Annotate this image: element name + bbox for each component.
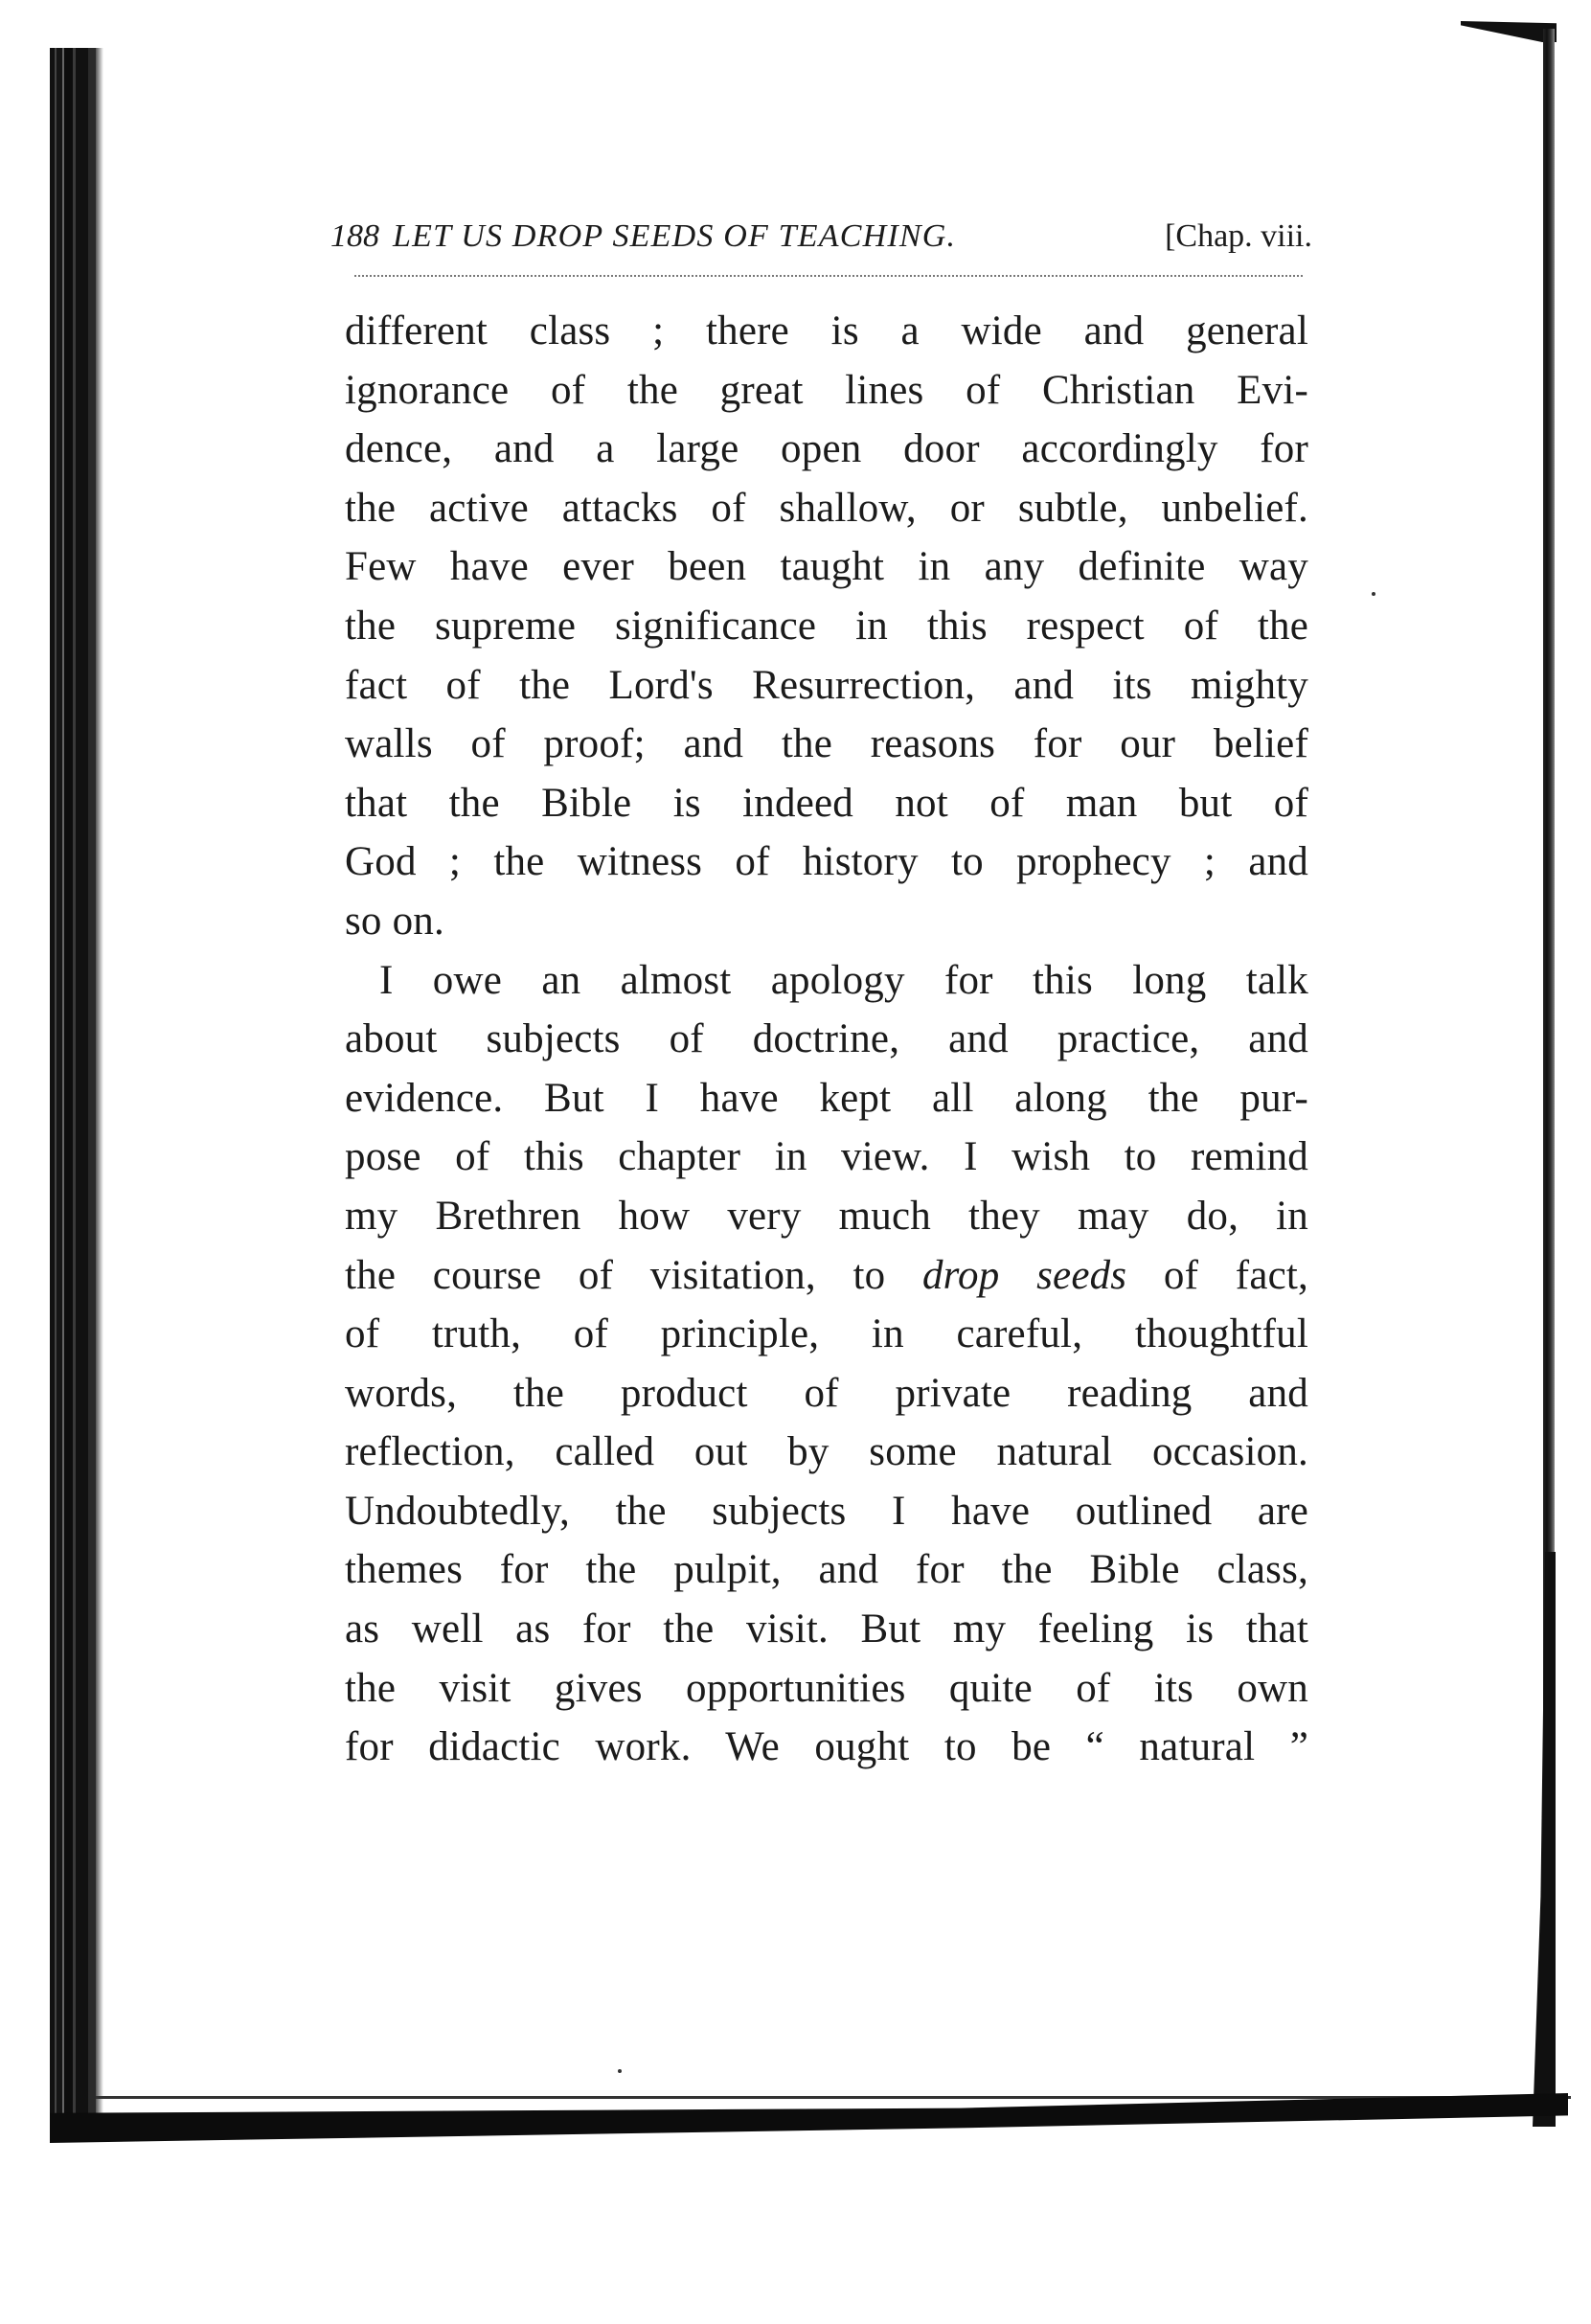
paragraph (345, 951, 1308, 1777)
binding-edge-left (50, 48, 96, 2117)
text-line: words, the product of private reading and (345, 1370, 1308, 1416)
paragraph (345, 302, 1308, 951)
text-line: reflection, called out by some natural occasion. (345, 1429, 1308, 1475)
running-title: LET US DROP SEEDS OF TEACHING. (393, 218, 957, 254)
text-line: that the Bible is indeed not of man but of (345, 780, 1308, 826)
body-text (345, 302, 1308, 1777)
text-line: different class ; there is a wide and general (345, 308, 1308, 353)
running-head (330, 213, 1312, 261)
text-line: themes for the pulpit, and for the Bible class, (345, 1547, 1308, 1593)
page-edge-bottom-line (96, 2096, 1571, 2099)
page-edge-right-shadow (1533, 1552, 1556, 2127)
text-line: of truth, of principle, in careful, thoughtful (345, 1311, 1308, 1357)
page-corner-top-right (1461, 21, 1557, 42)
text-line: for didactic work. We ought to be “ natural ” (345, 1724, 1308, 1770)
text-run: of fact, (1163, 1252, 1308, 1298)
text-line: evidence. But I have kept all along the pur- (345, 1075, 1308, 1121)
text-line: fact of the Lord's Resurrection, and its mighty (345, 662, 1308, 708)
text-run: the course of visitation, to (345, 1252, 886, 1298)
text-line: pose of this chapter in view. I wish to remind (345, 1134, 1308, 1180)
text-line-with-italic (345, 1246, 1308, 1306)
header-rule (354, 275, 1303, 278)
text-line: my Brethren how very much they may do, in (345, 1193, 1308, 1239)
italic-phrase: drop seeds (921, 1252, 1127, 1298)
text-line: the active attacks of shallow, or subtle, unbelief. (345, 485, 1308, 531)
page-edge-bottom (50, 2093, 1568, 2143)
text-line: dence, and a large open door accordingly for (345, 426, 1308, 472)
text-line: so on. (345, 898, 444, 944)
text-line: Few have ever been taught in any definite way (345, 544, 1308, 590)
text-line: Undoubtedly, the subjects I have outlined are (345, 1488, 1308, 1534)
text-line: about subjects of doctrine, and practice, and (345, 1016, 1308, 1062)
page-number: 188 (330, 218, 379, 254)
text-line: I owe an almost apology for this long talk (379, 957, 1308, 1003)
text-line: walls of proof; and the reasons for our belief (345, 721, 1308, 767)
ink-speck (1372, 592, 1375, 596)
text-line: ignorance of the great lines of Christian Evi- (345, 367, 1308, 413)
text-line: the visit gives opportunities quite of its own (345, 1665, 1308, 1711)
ink-speck (618, 2069, 622, 2073)
binding-shadow (96, 48, 103, 2117)
text-line: as well as for the visit. But my feeling is that (345, 1606, 1308, 1652)
chapter-label: [Chap. viii. (1165, 218, 1312, 254)
text-line: the supreme significance in this respect of the (345, 603, 1308, 649)
text-line: God ; the witness of history to prophecy ; and (345, 839, 1308, 885)
